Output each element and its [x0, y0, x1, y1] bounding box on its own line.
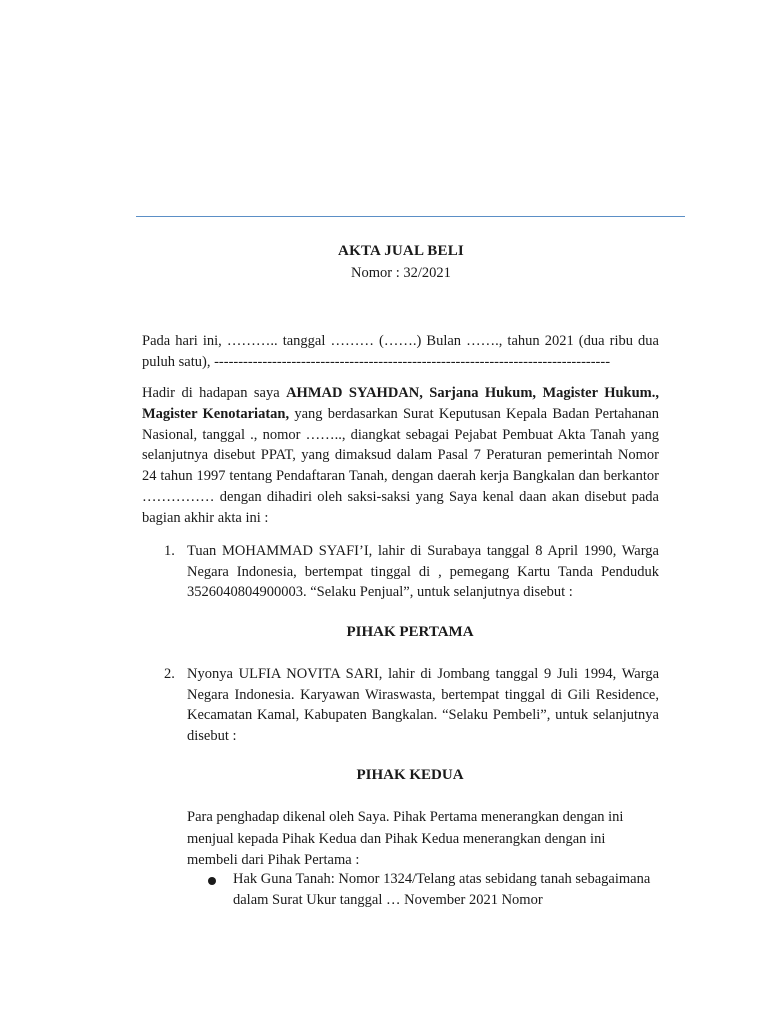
bullet-icon [208, 877, 216, 885]
appearance-paragraph [142, 383, 659, 529]
appearance-body: yang berdasarkan Surat Keputusan Kepala Badan Pertahanan Nasional, tanggal ., nomor …….., diangkat sebagai Pejabat Pembuat Akta Tanah yang selanjutnya disebut PPAT, yang dimaksud dalam Pasal 7 Peraturan pemerintah Nomor 24 tahun 1997 tentang Pendaftaran Tanah, dengan daerah kerja Bangkalan dan berkantor …………… dengan dihadiri oleh saksi-saksi yang Saya kenal daan akan disebut pada bagian akhir akta ini : [142, 405, 659, 526]
party-1-designation: PIHAK PERTAMA [346, 624, 474, 640]
document-number: Nomor : 32/2021 [351, 265, 451, 281]
header-rule [136, 216, 685, 217]
agreement-paragraph: Para penghadap dikenal oleh Saya. Pihak Pertama menerangkan dengan ini menjual kepada Pihak Kedua dan Pihak Kedua menerangkan dengan ini membeli dari Pihak Pertama : [187, 809, 624, 868]
document-title: AKTA JUAL BELI [338, 243, 464, 259]
party-1-number: 1. [164, 543, 175, 559]
opening-paragraph: Pada hari ini, ……….. tanggal ……… (…….) Bulan ……., tahun 2021 (dua ribu dua puluh satu), ---------------------------------------------------------------------------------- [142, 333, 659, 370]
party-1-text: Tuan MOHAMMAD SYAFI’I, lahir di Surabaya tanggal 8 April 1990, Warga Negara Indonesia, bertempat tinggal di , pemegang Kartu Tanda Penduduk 3526040804900003. “Selaku Penjual”, untuk selanjutnya disebut : [187, 543, 659, 601]
appearance-prefix: Hadir di hadapan saya [142, 385, 287, 401]
list-item: Hak Guna Tanah: Nomor 1324/Telang atas sebidang tanah sebagaimana dalam Surat Ukur tanggal … November 2021 Nomor [233, 871, 651, 908]
official-name: AHMAD SYAHDAN, Sarjana Hukum, Magister Hukum., Magister Kenotariatan, [142, 385, 659, 422]
party-2-text: Nyonya ULFIA NOVITA SARI, lahir di Jombang tanggal 9 Juli 1994, Warga Negara Indonesia. Karyawan Wiraswasta, bertempat tinggal di Gili Residence, Kecamatan Kamal, Kabupaten Bangkalan. “Selaku Pembeli”, untuk selanjutnya disebut : [187, 666, 659, 744]
party-2-number: 2. [164, 666, 175, 682]
party-2-designation: PIHAK KEDUA [356, 767, 464, 783]
